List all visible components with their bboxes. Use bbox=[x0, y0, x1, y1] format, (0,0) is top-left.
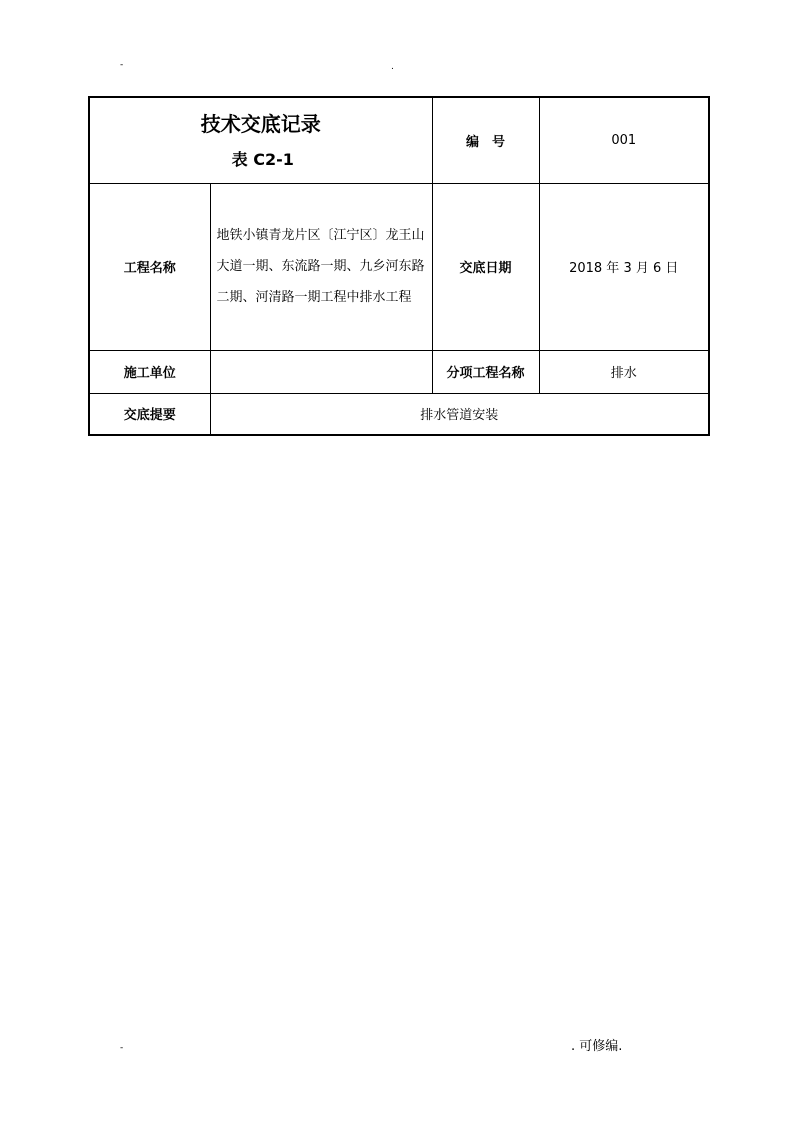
summary-label: 交底提要 bbox=[89, 393, 210, 435]
number-value: 001 bbox=[539, 97, 709, 183]
unit-row bbox=[89, 350, 709, 393]
sub-project-label: 分项工程名称 bbox=[432, 350, 539, 393]
number-label: 编 号 bbox=[432, 97, 539, 183]
form-title: 技术交底记录 bbox=[200, 112, 321, 137]
summary-row bbox=[89, 393, 709, 435]
project-row bbox=[89, 183, 709, 350]
project-name-label: 工程名称 bbox=[89, 183, 210, 350]
technical-disclosure-form bbox=[88, 96, 710, 436]
header-left-mark: - bbox=[120, 60, 124, 70]
construction-unit-label: 施工单位 bbox=[89, 350, 210, 393]
title-row bbox=[89, 97, 709, 183]
summary-value: 排水管道安装 bbox=[210, 393, 709, 435]
project-name-value: 地铁小镇青龙片区〔江宁区〕龙王山大道一期、东流路一期、九乡河东路二期、河清路一期工程中排水工程 bbox=[210, 183, 432, 350]
form-subtitle: 表 C2-1 bbox=[231, 150, 294, 170]
footer-left-mark: - bbox=[120, 1043, 124, 1053]
date-label: 交底日期 bbox=[432, 183, 539, 350]
title-cell bbox=[89, 97, 432, 183]
footer-right-text: . 可修编. bbox=[571, 1039, 623, 1054]
construction-unit-value bbox=[210, 350, 432, 393]
header-right-mark: . bbox=[391, 62, 394, 72]
sub-project-value: 排水 bbox=[539, 350, 709, 393]
date-value: 2018 年 3 月 6 日 bbox=[539, 183, 709, 350]
